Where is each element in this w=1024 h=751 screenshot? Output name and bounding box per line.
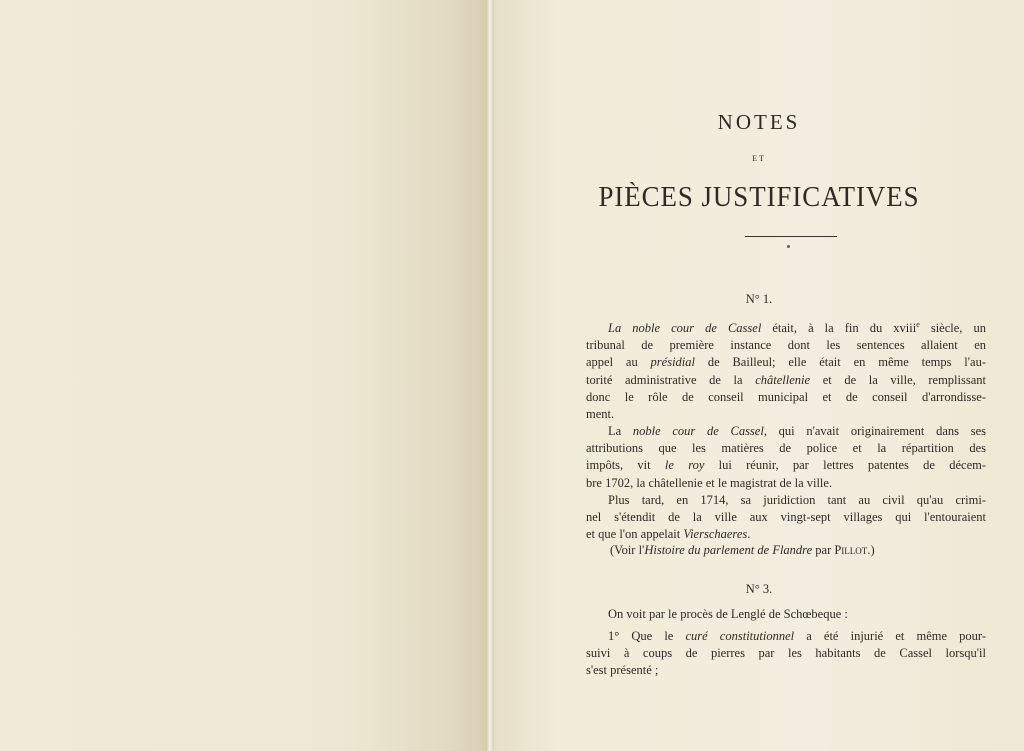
- text-line: attributions que les matières de police et la répartition des: [586, 441, 986, 456]
- note-3-item-1: [586, 628, 986, 680]
- text-line: s'est présenté ;: [586, 663, 659, 678]
- text-line: ment.: [586, 407, 615, 422]
- chapter-subtitle: PIÈCES JUSTIFICATIVES: [598, 182, 920, 213]
- note-1-paragraph-1: [586, 320, 986, 423]
- note-1-reference: (Voir l'Histoire du parlement de Flandre par Pillot.): [610, 543, 875, 557]
- text-line: nel s'étendit de la ville aux vingt-sept villages qui l'entouraient: [586, 510, 986, 525]
- text-line: La noble cour de Cassel, qui n'avait originairement dans ses: [608, 424, 987, 438]
- text-line: On voit par le procès de Lenglé de Schœbeque :: [608, 607, 848, 621]
- text-line: donc le rôle de conseil municipal et de conseil d'arrondisse-: [586, 389, 986, 404]
- text-line: et que l'on appelait Vierschaeres.: [586, 527, 751, 542]
- note-3-heading: N° 3.: [745, 582, 773, 596]
- left-page-blank: [0, 0, 488, 751]
- ornament-dot: [787, 245, 790, 248]
- note-1-heading: N° 1.: [745, 292, 773, 306]
- text-line: torité administrative de la châtellenie et de la ville, remplissant: [586, 372, 986, 387]
- note-1-paragraph-2: [586, 423, 986, 492]
- text-line: tribunal de première instance dont les sentences allaient en: [586, 338, 986, 353]
- text-line: impôts, vit le roy lui réunir, par lettres patentes de décem-: [586, 458, 987, 473]
- title-rule: [745, 236, 837, 237]
- right-page: [494, 0, 1024, 751]
- note-3-intro: [586, 606, 986, 623]
- text-line: La noble cour de Cassel était, à la fin du xviii$^e$ siècle, un: [608, 319, 986, 335]
- chapter-title: NOTES: [717, 110, 801, 134]
- text-line: 1° Que le curé constitutionnel a été injurié et même pour-: [608, 629, 986, 643]
- text-line: Plus tard, en 1714, sa juridiction tant au civil qu'au crimi-: [608, 493, 986, 507]
- book-gutter: [486, 0, 494, 751]
- title-conjunction: ET: [752, 154, 766, 163]
- text-line: suivi à coups de pierres par les habitants de Cassel lorsqu'il: [586, 646, 986, 661]
- text-line: bre 1702, la châtellenie et le magistrat de la ville.: [586, 475, 833, 490]
- text-line: appel au présidial de Bailleul; elle était en même temps l'au-: [586, 355, 986, 370]
- note-1-paragraph-3: [586, 492, 986, 544]
